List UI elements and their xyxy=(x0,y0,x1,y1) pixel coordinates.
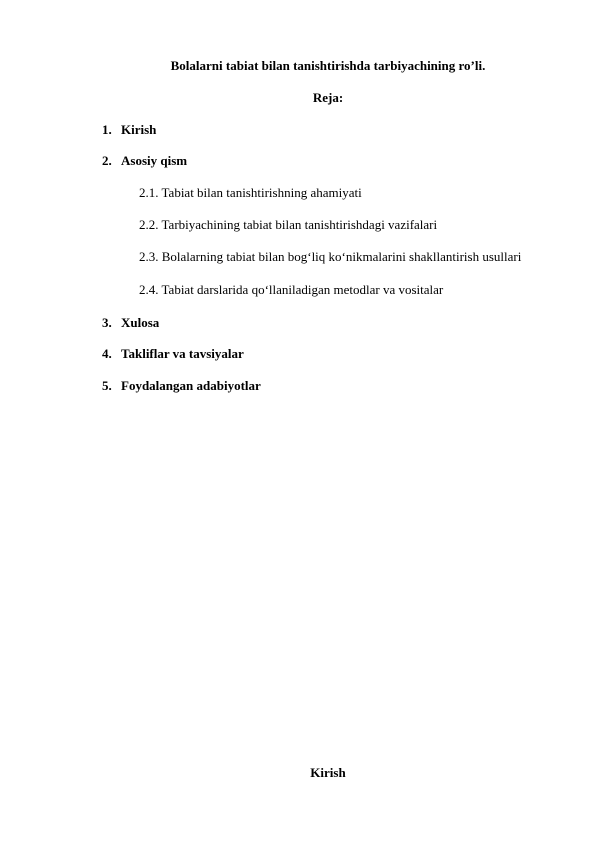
subsection-2-3: 2.3. Bolalarning tabiat bilan bog‘liq ko‘nikmalarini shakllantirish usullari xyxy=(139,249,522,264)
plan-item-asosiy-qism xyxy=(102,153,187,169)
plan-item-label: Asosiy qism xyxy=(121,153,188,168)
plan-item-kirish xyxy=(102,122,156,138)
plan-item-number: 1. xyxy=(102,122,112,137)
document-title: Bolalarni tabiat bilan tanishtirishda tarbiyachining ro’li. xyxy=(170,58,486,73)
plan-item-number: 2. xyxy=(102,153,112,168)
subsection-2-4: 2.4. Tabiat darslarida qo‘llaniladigan metodlar va vositalar xyxy=(139,282,444,297)
plan-heading: Reja: xyxy=(312,90,344,105)
subsection-2-1: 2.1. Tabiat bilan tanishtirishning ahamiyati xyxy=(139,185,362,200)
plan-item-number: 3. xyxy=(102,315,112,330)
plan-item-number: 5. xyxy=(102,378,112,393)
plan-item-adabiyotlar xyxy=(102,378,261,394)
plan-item-takliflar xyxy=(102,346,244,362)
plan-item-label: Foydalangan adabiyotlar xyxy=(121,378,261,393)
section-heading-kirish: Kirish xyxy=(310,765,346,780)
subsection-2-2: 2.2. Tarbiyachining tabiat bilan tanishtirishdagi vazifalari xyxy=(139,217,438,232)
plan-item-label: Xulosa xyxy=(121,315,160,330)
plan-item-label: Kirish xyxy=(121,122,157,137)
plan-item-xulosa xyxy=(102,315,159,331)
plan-item-number: 4. xyxy=(102,346,112,361)
plan-item-label: Takliflar va tavsiyalar xyxy=(121,346,244,361)
